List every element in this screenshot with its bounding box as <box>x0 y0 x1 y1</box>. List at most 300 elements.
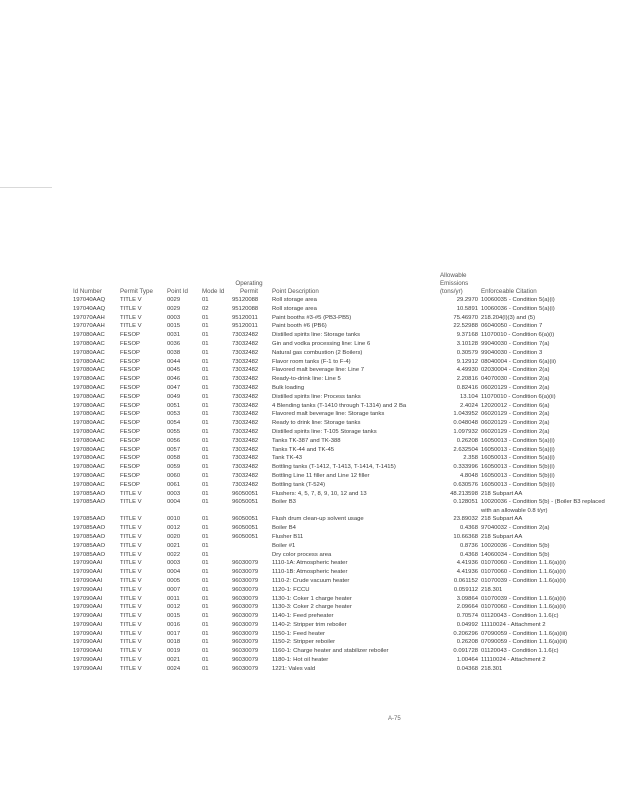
enforceable-citation-cell: 16050013 - Condition 5(a)(i) <box>481 446 555 453</box>
operating-permit-cell: 73032482 <box>232 464 259 471</box>
point-description-cell: 1110-1B: Atmospheric heater <box>272 569 348 576</box>
enforceable-citation-cell: 10060035 - Condition 5(a)(i) <box>481 297 555 303</box>
permit-type-cell: TITLE V <box>120 577 142 584</box>
allowable-emissions-cell: 0.26208 <box>456 639 478 646</box>
point-id-cell: 0054 <box>167 420 181 427</box>
table-row <box>0 524 618 533</box>
table-row <box>0 437 618 446</box>
id-number-cell: 197080AAC <box>73 446 105 453</box>
id-number-cell: 197090AAI <box>73 577 103 584</box>
mode-id-cell: 01 <box>202 367 209 374</box>
permit-type-cell: TITLE V <box>120 621 142 628</box>
enforceable-citation-cell: 16050013 - Condition 5(a)(i) <box>481 455 555 462</box>
id-number-cell: 197090AAI <box>73 569 103 576</box>
mode-id-cell: 01 <box>202 516 209 523</box>
operating-permit-cell: 73032482 <box>232 455 259 462</box>
enforceable-citation-cell: 01070060 - Condition 1.1.6(a)(ii) <box>481 604 566 611</box>
operating-permit-cell: 96030079 <box>232 665 259 672</box>
table-row <box>0 314 618 323</box>
point-id-cell: 0004 <box>167 499 181 506</box>
permit-type-cell: FESOP <box>120 464 140 471</box>
col-header-mode-id: Mode Id <box>202 288 225 295</box>
point-id-cell: 0053 <box>167 411 181 418</box>
table-row <box>0 595 618 604</box>
allowable-emissions-cell: 0.630576 <box>453 481 478 488</box>
allowable-emissions-cell: 0.059112 <box>453 586 478 593</box>
enforceable-citation-cell: 07090059 - Condition 1.1.6(a)(iii) <box>481 630 568 637</box>
id-number-cell: 197090AAI <box>73 657 103 664</box>
table-row <box>0 542 618 551</box>
permit-type-cell: FESOP <box>120 481 140 488</box>
operating-permit-cell: 73032482 <box>232 411 259 418</box>
enforceable-citation-cell: 12020012 - Condition 6(a) <box>481 402 550 409</box>
id-number-cell: 197085AAO <box>73 525 106 532</box>
point-description-cell: 1110-1A: Atmospheric heater <box>272 560 348 567</box>
id-number-cell: 197070AAH <box>73 314 105 321</box>
allowable-emissions-cell: 1.043952 <box>453 411 478 418</box>
permit-type-cell: TITLE V <box>120 490 142 497</box>
enforceable-citation-cell: 01070060 - Condition 1.1.6(a)(ii) <box>481 560 566 567</box>
enforceable-citation-cell: 04070030 - Condition 2(a) <box>481 376 550 383</box>
point-id-cell: 0051 <box>167 402 181 409</box>
operating-permit-cell: 96030079 <box>232 604 259 611</box>
operating-permit-cell: 73032482 <box>232 332 259 339</box>
point-description-cell: 1110-2: Crude vacuum heater <box>272 577 350 584</box>
mode-id-cell: 01 <box>202 437 209 444</box>
operating-permit-cell: 96030079 <box>232 630 259 637</box>
permit-type-cell: TITLE V <box>120 595 142 602</box>
point-id-cell: 0056 <box>167 437 181 444</box>
permit-type-cell: TITLE V <box>120 525 142 532</box>
point-description-cell: Distilled spirits line: Storage tanks <box>272 332 361 339</box>
operating-permit-cell: 96030079 <box>232 595 259 602</box>
id-number-cell: 197070AAH <box>73 323 105 330</box>
id-number-cell: 197080AAC <box>73 393 105 400</box>
mode-id-cell: 01 <box>202 314 209 321</box>
enforceable-citation-cell: 97040032 - Condition 2(a) <box>481 525 550 532</box>
operating-permit-cell: 96050051 <box>232 490 259 497</box>
point-description-cell: 1160-1: Charge heater and stabilizer reboiler <box>272 648 389 655</box>
id-number-cell: 197080AAC <box>73 420 105 427</box>
mode-id-cell: 01 <box>202 472 209 479</box>
operating-permit-cell: 96030079 <box>232 613 259 620</box>
allowable-emissions-cell: 2.09664 <box>456 604 478 611</box>
mode-id-cell: 01 <box>202 376 209 383</box>
operating-permit-cell: 96050051 <box>232 525 259 532</box>
permit-type-cell: FESOP <box>120 472 140 479</box>
point-description-cell: 1130-3: Coker 2 charge heater <box>272 604 352 611</box>
point-description-cell: Roll storage area <box>272 305 317 312</box>
id-number-cell: 197040AAQ <box>73 297 106 303</box>
point-id-cell: 0007 <box>167 586 181 593</box>
point-description-cell: Flush drum clean-up solvent usage <box>272 516 364 523</box>
enforceable-citation-cell: 99040030 - Condition 7(a) <box>481 340 550 347</box>
enforceable-citation-cell: 07090059 - Condition 1.1.6(a)(iii) <box>481 639 568 646</box>
allowable-emissions-cell: 0.4368 <box>459 525 478 532</box>
allowable-emissions-cell: 4.41936 <box>456 569 478 576</box>
permit-type-cell: FESOP <box>120 367 140 374</box>
allowable-emissions-cell: 4.8048 <box>459 472 478 479</box>
mode-id-cell: 01 <box>202 648 209 655</box>
id-number-cell: 197080AAC <box>73 464 105 471</box>
mode-id-cell: 01 <box>202 402 209 409</box>
id-number-cell: 197080AAC <box>73 437 105 444</box>
permit-type-cell: TITLE V <box>120 516 142 523</box>
allowable-emissions-cell: 0.04368 <box>456 665 478 672</box>
operating-permit-cell: 96030079 <box>232 657 259 664</box>
allowable-emissions-cell: 2.20816 <box>456 376 478 383</box>
mode-id-cell: 01 <box>202 297 209 303</box>
operating-permit-cell: 73032482 <box>232 349 259 356</box>
id-number-cell: 197090AAI <box>73 630 103 637</box>
enforceable-citation-cell: 16050013 - Condition 5(b)(i) <box>481 472 555 479</box>
operating-permit-cell: 96030079 <box>232 569 259 576</box>
mode-id-cell: 02 <box>202 305 209 312</box>
point-id-cell: 0031 <box>167 332 181 339</box>
id-number-cell: 197080AAC <box>73 428 105 435</box>
point-description-cell: 4 Blending tanks (T-1410 through T-1314) and 2 Ba <box>272 402 407 409</box>
id-number-cell: 197090AAI <box>73 665 103 672</box>
point-id-cell: 0044 <box>167 358 181 365</box>
allowable-emissions-cell: 10.5891 <box>456 305 478 312</box>
id-number-cell: 197080AAC <box>73 411 105 418</box>
table-row <box>0 296 618 305</box>
permit-type-cell: FESOP <box>120 402 140 409</box>
permit-type-cell: TITLE V <box>120 314 142 321</box>
point-id-cell: 0022 <box>167 551 181 558</box>
table-row <box>0 577 618 586</box>
point-description-cell: 1180-1: Hot oil heater <box>272 657 329 664</box>
point-description-cell: Flusher B11 <box>272 533 304 540</box>
operating-permit-cell: 73032482 <box>232 367 259 374</box>
page-number: A-75 <box>388 716 401 722</box>
point-id-cell: 0012 <box>167 604 181 611</box>
mode-id-cell: 01 <box>202 621 209 628</box>
id-number-cell: 197085AAO <box>73 551 106 558</box>
mode-id-cell: 01 <box>202 551 209 558</box>
point-description-cell: Ready to drink line: Storage tanks <box>272 420 361 427</box>
allowable-emissions-cell: 4.49930 <box>456 367 478 374</box>
id-number-cell: 197090AAI <box>73 648 103 655</box>
enforceable-citation-cell: 218.301 <box>481 665 503 672</box>
id-number-cell: 197085AAO <box>73 533 106 540</box>
id-number-cell: 197090AAI <box>73 595 103 602</box>
point-description-cell: 1140-1: Feed preheater <box>272 613 334 620</box>
allowable-emissions-cell: 1.00464 <box>456 657 478 664</box>
table-row <box>0 358 618 367</box>
allowable-emissions-cell: 4.41936 <box>456 560 478 567</box>
point-description-cell: Natural gas combustion (2 Boilers) <box>272 349 363 356</box>
point-id-cell: 0047 <box>167 384 181 391</box>
permit-type-cell: FESOP <box>120 332 140 339</box>
point-id-cell: 0012 <box>167 525 181 532</box>
point-description-cell: Bottling tank (T-524) <box>272 481 326 488</box>
point-id-cell: 0024 <box>167 665 181 672</box>
id-number-cell: 197090AAI <box>73 604 103 611</box>
point-description-cell: Boiler #1 <box>272 542 296 549</box>
allowable-emissions-cell: 1.097932 <box>453 428 478 435</box>
enforceable-citation-cell: 218 Subpart AA <box>481 516 523 523</box>
operating-permit-cell: 73032482 <box>232 446 259 453</box>
point-id-cell: 0021 <box>167 657 181 664</box>
allowable-emissions-cell: 3.10128 <box>456 340 478 347</box>
table-row <box>0 551 618 560</box>
enforceable-citation-cell: 14060034 - Condition 5(b) <box>481 551 550 558</box>
operating-permit-cell: 96050051 <box>232 533 259 540</box>
enforceable-citation-cell: 01070060 - Condition 1.1.6(a)(ii) <box>481 569 566 576</box>
point-description-cell: Boiler B3 <box>272 499 296 506</box>
mode-id-cell: 01 <box>202 630 209 637</box>
point-description-cell: Gin and vodka processing line: Line 6 <box>272 340 371 347</box>
point-id-cell: 0003 <box>167 314 181 321</box>
point-description-cell: 1130-1: Coker 1 charge heater <box>272 595 352 602</box>
permit-type-cell: TITLE V <box>120 297 142 303</box>
id-number-cell: 197080AAC <box>73 402 105 409</box>
id-number-cell: 197080AAC <box>73 481 105 488</box>
col-header-operating-permit: Operating Permit <box>235 280 263 295</box>
allowable-emissions-cell: 0.048048 <box>453 420 478 427</box>
allowable-emissions-cell: 2.4024 <box>459 402 478 409</box>
table-row <box>0 630 618 639</box>
table-row <box>0 322 618 331</box>
point-id-cell: 0046 <box>167 376 181 383</box>
mode-id-cell: 01 <box>202 613 209 620</box>
point-description-cell: Tanks TK-44 and TK-45 <box>272 446 334 453</box>
id-number-cell: 197080AAC <box>73 384 105 391</box>
enforceable-citation-cell: 11110024 - Attachment 2 <box>481 657 546 664</box>
mode-id-cell: 01 <box>202 604 209 611</box>
table-row <box>0 340 618 349</box>
operating-permit-cell: 96030079 <box>232 577 259 584</box>
col-header-id-number: Id Number <box>73 288 102 295</box>
permit-type-cell: TITLE V <box>120 542 142 549</box>
table-row <box>0 533 618 542</box>
point-id-cell: 0058 <box>167 455 181 462</box>
permit-type-cell: FESOP <box>120 455 140 462</box>
enforceable-citation-cell: 01070039 - Condition 1.1.6(a)(ii) <box>481 595 566 602</box>
permit-type-cell: TITLE V <box>120 657 142 664</box>
allowable-emissions-cell: 0.333996 <box>453 464 478 471</box>
table-row <box>0 419 618 428</box>
table-row <box>0 621 618 630</box>
point-description-cell: Ready-to-drink line: Line 5 <box>272 376 341 383</box>
point-description-cell: Dry color process area <box>272 551 332 558</box>
id-number-cell: 197085AAO <box>73 542 106 549</box>
allowable-emissions-cell: 3.09864 <box>456 595 478 602</box>
allowable-emissions-cell: 0.26208 <box>456 437 478 444</box>
allowable-emissions-cell: 9.12912 <box>456 358 478 365</box>
enforceable-citation-cell: 11070010 - Condition 6(a)(i) <box>481 332 555 339</box>
id-number-cell: 197080AAC <box>73 367 105 374</box>
point-id-cell: 0015 <box>167 323 181 330</box>
point-description-cell: 1150-1: Feed heater <box>272 630 325 637</box>
id-number-cell: 197080AAC <box>73 332 105 339</box>
table-row <box>0 559 618 568</box>
enforceable-citation-cell: 06020129 - Condition 2(a) <box>481 384 550 391</box>
allowable-emissions-cell: 0.70574 <box>456 613 478 620</box>
id-number-cell: 197090AAI <box>73 613 103 620</box>
mode-id-cell: 01 <box>202 499 209 506</box>
id-number-cell: 197040AAQ <box>73 305 106 312</box>
operating-permit-cell: 95120011 <box>232 314 258 321</box>
point-id-cell: 0018 <box>167 639 181 646</box>
mode-id-cell: 01 <box>202 384 209 391</box>
point-id-cell: 0020 <box>167 533 181 540</box>
enforceable-citation-cell: 11070010 - Condition 6(a)(ii) <box>481 393 556 400</box>
margin-rule <box>0 187 52 188</box>
point-description-cell: 1150-2: Stripper reboiler <box>272 639 336 646</box>
mode-id-cell: 01 <box>202 349 209 356</box>
point-description-cell: Tanks TK-387 and TK-388 <box>272 437 341 444</box>
table-row <box>0 647 618 656</box>
mode-id-cell: 01 <box>202 533 209 540</box>
table-row <box>0 384 618 393</box>
mode-id-cell: 01 <box>202 420 209 427</box>
point-id-cell: 0004 <box>167 569 181 576</box>
operating-permit-cell: 73032482 <box>232 437 259 444</box>
enforceable-citation-cell: 16050013 - Condition 5(b)(i) <box>481 481 555 488</box>
permit-type-cell: FESOP <box>120 340 140 347</box>
enforceable-citation-cell: 218.301 <box>481 586 503 593</box>
table-row <box>0 472 618 481</box>
mode-id-cell: 01 <box>202 639 209 646</box>
mode-id-cell: 01 <box>202 358 209 365</box>
enforceable-citation-cell: 218 Subpart AA <box>481 533 523 540</box>
operating-permit-cell: 73032482 <box>232 384 259 391</box>
operating-permit-cell: 95120088 <box>232 305 259 312</box>
id-number-cell: 197090AAI <box>73 639 103 646</box>
point-id-cell: 0021 <box>167 542 181 549</box>
col-header-allowable-emissions: Allowable Emissions (tons/yr) <box>440 272 469 295</box>
enforceable-citation-cell: 10060036 - Condition 5(a)(i) <box>481 305 555 312</box>
enforceable-citation-cell: 218.204(l)(3) and (5) <box>481 314 536 321</box>
allowable-emissions-cell: 0.091728 <box>453 648 478 655</box>
col-header-permit-type: Permit Type <box>120 288 153 295</box>
enforceable-citation-cell: 06020129 - Condition 2(a) <box>481 428 550 435</box>
permit-type-cell: TITLE V <box>120 639 142 646</box>
point-id-cell: 0029 <box>167 297 181 303</box>
id-number-cell: 197085AAO <box>73 499 106 506</box>
permit-type-cell: TITLE V <box>120 551 142 558</box>
permit-type-cell: TITLE V <box>120 648 142 655</box>
col-header-enforceable-citation: Enforceable Citation <box>481 288 537 295</box>
id-number-cell: 197080AAC <box>73 455 105 462</box>
enforceable-citation-cell: 06020129 - Condition 2(a) <box>481 411 550 418</box>
point-description-cell: Boiler B4 <box>272 525 296 532</box>
point-description-cell: Paint booth #6 (PB6) <box>272 323 327 330</box>
table-body <box>0 296 618 674</box>
table-row <box>0 305 618 314</box>
table-row <box>0 446 618 455</box>
mode-id-cell: 01 <box>202 464 209 471</box>
permit-type-cell: FESOP <box>120 411 140 418</box>
mode-id-cell: 01 <box>202 560 209 567</box>
mode-id-cell: 01 <box>202 586 209 593</box>
operating-permit-cell: 73032482 <box>232 393 259 400</box>
enforceable-citation-cell: 218 Subpart AA <box>481 490 523 497</box>
point-description-cell: Flavored malt beverage line: Storage tanks <box>272 411 385 418</box>
id-number-cell: 197090AAI <box>73 586 103 593</box>
table-row <box>0 498 618 515</box>
operating-permit-cell: 96050051 <box>232 516 259 523</box>
table-row <box>0 402 618 411</box>
table-row <box>0 331 618 340</box>
operating-permit-cell: 95120088 <box>232 297 259 303</box>
permit-type-cell: FESOP <box>120 349 140 356</box>
point-id-cell: 0015 <box>167 613 181 620</box>
point-id-cell: 0005 <box>167 577 181 584</box>
mode-id-cell: 01 <box>202 428 209 435</box>
permit-type-cell: TITLE V <box>120 569 142 576</box>
col-header-point-description: Point Description <box>272 288 319 295</box>
point-id-cell: 0038 <box>167 349 181 356</box>
mode-id-cell: 01 <box>202 455 209 462</box>
permit-type-cell: FESOP <box>120 384 140 391</box>
id-number-cell: 197080AAC <box>73 358 105 365</box>
point-id-cell: 0011 <box>167 595 180 602</box>
operating-permit-cell: 73032482 <box>232 340 259 347</box>
operating-permit-cell: 73032482 <box>232 428 259 435</box>
point-id-cell: 0010 <box>167 516 181 523</box>
permit-type-cell: FESOP <box>120 446 140 453</box>
operating-permit-cell: 73032482 <box>232 481 259 488</box>
permit-type-cell: TITLE V <box>120 586 142 593</box>
table-row <box>0 603 618 612</box>
mode-id-cell: 01 <box>202 665 209 672</box>
operating-permit-cell: 95120011 <box>232 323 258 330</box>
point-description-cell: Flushers: 4, 5, 7, 8, 9, 10, 12 and 13 <box>272 490 367 497</box>
allowable-emissions-cell: 0.061152 <box>453 577 478 584</box>
permit-type-cell: TITLE V <box>120 499 142 506</box>
allowable-emissions-cell: 10.66368 <box>453 533 478 540</box>
point-id-cell: 0019 <box>167 648 181 655</box>
point-description-cell: Bulk loading <box>272 384 305 391</box>
enforceable-citation-cell: 06040050 - Condition 7 <box>481 323 543 330</box>
id-number-cell: 197080AAC <box>73 472 105 479</box>
point-id-cell: 0061 <box>167 481 181 488</box>
allowable-emissions-cell: 22.52988 <box>453 323 478 330</box>
allowable-emissions-cell: 23.89032 <box>453 516 478 523</box>
allowable-emissions-cell: 29.2970 <box>456 297 478 303</box>
id-number-cell: 197090AAI <box>73 560 103 567</box>
enforceable-citation-cell: 16050013 - Condition 5(a)(i) <box>481 437 555 444</box>
operating-permit-cell: 73032482 <box>232 472 259 479</box>
mode-id-cell: 01 <box>202 595 209 602</box>
table-row <box>0 656 618 665</box>
table-row <box>0 428 618 437</box>
table-row <box>0 490 618 499</box>
table-row <box>0 463 618 472</box>
enforceable-citation-cell: 02030004 - Condition 2(a) <box>481 367 550 374</box>
operating-permit-cell: 73032482 <box>232 358 259 365</box>
enforceable-citation-cell: 10020036 - Condition 5(b) <box>481 542 550 549</box>
table-row <box>0 375 618 384</box>
permit-type-cell: TITLE V <box>120 533 142 540</box>
point-description-cell: Bottling tanks (T-1412, T-1413, T-1414, T-1415) <box>272 464 396 471</box>
allowable-emissions-cell: 13.104 <box>459 393 478 400</box>
table-header <box>0 258 618 296</box>
mode-id-cell: 01 <box>202 577 209 584</box>
permit-type-cell: FESOP <box>120 358 140 365</box>
point-description-cell: Distilled spirits line: Process tanks <box>272 393 361 400</box>
table-row <box>0 393 618 402</box>
mode-id-cell: 01 <box>202 340 209 347</box>
enforceable-citation-cell: 16050013 - Condition 5(b)(i) <box>481 464 555 471</box>
allowable-emissions-cell: 9.37168 <box>456 332 478 339</box>
permit-type-cell: FESOP <box>120 420 140 427</box>
point-description-cell: Distilled spirits line: T-105 Storage tanks <box>272 428 377 435</box>
table-row <box>0 410 618 419</box>
